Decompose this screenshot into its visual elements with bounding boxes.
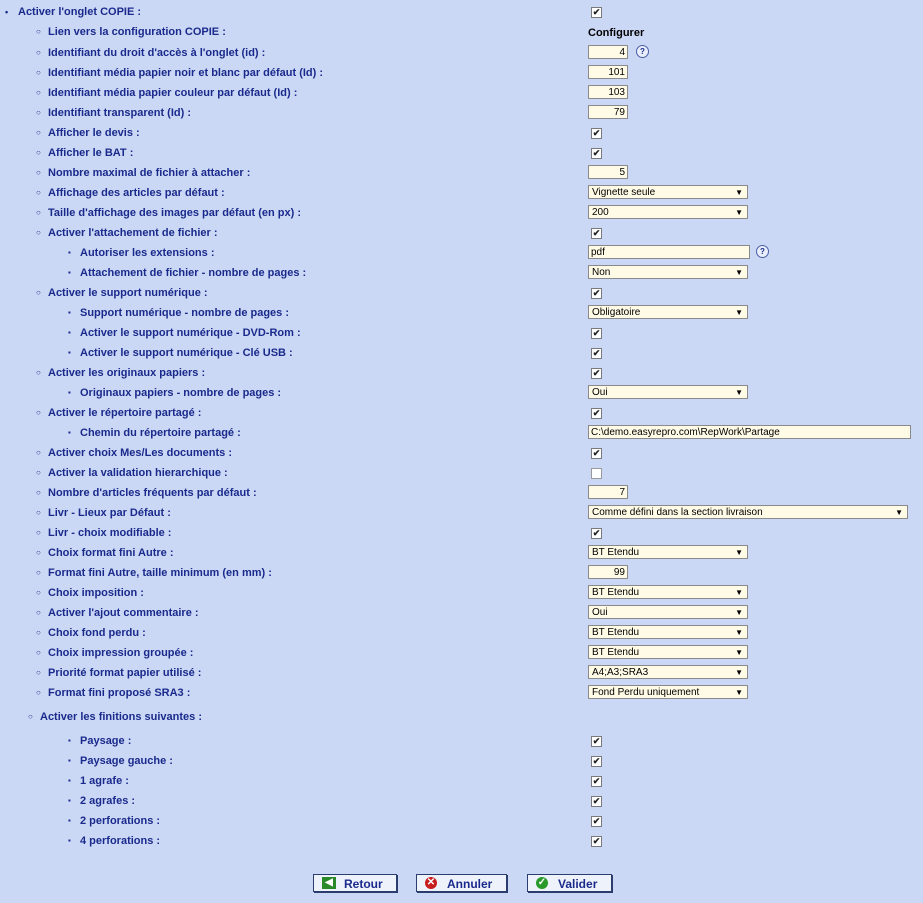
setting-row bbox=[0, 184, 923, 204]
bullet: ○ bbox=[36, 448, 41, 457]
setting-select[interactable] bbox=[588, 265, 748, 279]
chevron-down-icon: ▼ bbox=[735, 628, 743, 637]
setting-control bbox=[588, 4, 602, 18]
setting-label: Afficher le devis : bbox=[48, 127, 140, 139]
setting-label: Support numérique - nombre de pages : bbox=[80, 307, 290, 319]
bullet: ○ bbox=[36, 408, 41, 417]
setting-checkbox[interactable]: ✔ bbox=[592, 228, 601, 238]
setting-control bbox=[588, 125, 602, 139]
chevron-down-icon: ▼ bbox=[735, 608, 743, 617]
setting-row bbox=[0, 384, 923, 404]
setting-label: Paysage gauche : bbox=[80, 755, 173, 767]
bullet: ▪ bbox=[68, 268, 71, 277]
setting-control bbox=[588, 465, 602, 479]
setting-row bbox=[0, 664, 923, 684]
bullet: ○ bbox=[36, 508, 41, 517]
setting-label: Activer choix Mes/Les documents : bbox=[48, 447, 232, 459]
setting-select[interactable] bbox=[588, 665, 748, 679]
bullet: ○ bbox=[36, 468, 41, 477]
setting-label: Afficher le BAT : bbox=[48, 147, 134, 159]
setting-label: Activer le support numérique - DVD-Rom : bbox=[80, 327, 301, 339]
setting-label: 1 agrafe : bbox=[80, 775, 129, 787]
setting-row bbox=[0, 544, 923, 564]
setting-control bbox=[588, 365, 602, 379]
bullet: ○ bbox=[36, 68, 41, 77]
bullet: ○ bbox=[36, 488, 41, 497]
select-value: Oui bbox=[592, 607, 608, 618]
setting-control bbox=[588, 685, 748, 699]
chevron-down-icon: ▼ bbox=[735, 268, 743, 277]
setting-control bbox=[588, 305, 748, 319]
setting-row bbox=[0, 44, 923, 64]
select-value: BT Etendu bbox=[592, 587, 640, 598]
setting-checkbox[interactable]: ✔ bbox=[592, 368, 601, 378]
bullet: ▪ bbox=[68, 248, 71, 257]
setting-control bbox=[588, 833, 602, 847]
setting-row bbox=[0, 732, 923, 752]
setting-label: Activer les originaux papiers : bbox=[48, 367, 206, 379]
setting-label: Livr - Lieux par Défaut : bbox=[48, 507, 171, 519]
setting-control bbox=[588, 605, 748, 619]
setting-checkbox[interactable]: ✔ bbox=[592, 756, 601, 766]
shared-path-input[interactable]: C:\demo.easyrepro.com\RepWork\Partage bbox=[588, 425, 911, 439]
bullet: ○ bbox=[36, 588, 41, 597]
bullet: ○ bbox=[36, 228, 41, 237]
bullet: ○ bbox=[36, 688, 41, 697]
setting-row bbox=[0, 144, 923, 164]
setting-control bbox=[588, 813, 602, 827]
cancel-icon: ✕ bbox=[426, 877, 436, 888]
setting-row bbox=[0, 524, 923, 544]
bullet: ○ bbox=[36, 288, 41, 297]
setting-row bbox=[0, 84, 923, 104]
bullet: ▪ bbox=[68, 348, 71, 357]
bullet: ○ bbox=[36, 148, 41, 157]
setting-row bbox=[0, 424, 923, 444]
setting-label: Paysage : bbox=[80, 735, 132, 747]
select-value: A4;A3;SRA3 bbox=[592, 667, 649, 678]
setting-control bbox=[588, 733, 602, 747]
bullet: ○ bbox=[36, 168, 41, 177]
bullet: • bbox=[5, 7, 9, 17]
setting-select[interactable] bbox=[588, 545, 748, 559]
setting-control bbox=[588, 105, 628, 119]
setting-row bbox=[0, 604, 923, 624]
setting-row bbox=[0, 564, 923, 584]
setting-checkbox[interactable] bbox=[591, 468, 602, 479]
setting-select[interactable] bbox=[588, 385, 748, 399]
setting-number-input[interactable]: 5 bbox=[588, 165, 628, 179]
bullet: ○ bbox=[36, 668, 41, 677]
bullet: ○ bbox=[36, 528, 41, 537]
setting-row bbox=[0, 164, 923, 184]
setting-row bbox=[0, 772, 923, 792]
setting-control bbox=[588, 245, 765, 259]
chevron-down-icon: ▼ bbox=[895, 508, 903, 517]
setting-row bbox=[0, 124, 923, 144]
setting-select[interactable] bbox=[588, 585, 748, 599]
validate-button-label: Valider bbox=[558, 877, 598, 891]
setting-control bbox=[588, 753, 602, 767]
setting-checkbox[interactable]: ✔ bbox=[592, 736, 601, 746]
setting-label: Activer l'onglet COPIE : bbox=[18, 6, 142, 18]
setting-control bbox=[588, 665, 748, 679]
setting-control bbox=[588, 145, 602, 159]
select-value: BT Etendu bbox=[592, 547, 640, 558]
setting-checkbox[interactable]: ✔ bbox=[592, 288, 601, 298]
setting-control bbox=[588, 285, 602, 299]
setting-label: 2 agrafes : bbox=[80, 795, 136, 807]
setting-row bbox=[0, 224, 923, 244]
setting-checkbox[interactable]: ✔ bbox=[592, 836, 601, 846]
setting-control bbox=[588, 225, 602, 239]
setting-control bbox=[588, 525, 602, 539]
bullet: ○ bbox=[36, 648, 41, 657]
select-value: BT Etendu bbox=[592, 627, 640, 638]
setting-label: Nombre maximal de fichier à attacher : bbox=[48, 167, 251, 179]
setting-select[interactable] bbox=[588, 505, 908, 519]
setting-label: Priorité format papier utilisé : bbox=[48, 667, 202, 679]
setting-label: 2 perforations : bbox=[80, 815, 161, 827]
bullet: ▪ bbox=[68, 816, 71, 825]
setting-control bbox=[588, 385, 748, 399]
setting-control bbox=[588, 505, 908, 519]
bullet: ▪ bbox=[68, 328, 71, 337]
setting-label: Taille d'affichage des images par défaut (en px) : bbox=[48, 207, 302, 219]
setting-label: Activer l'attachement de fichier : bbox=[48, 227, 218, 239]
check-circle-icon: ✓ bbox=[537, 877, 547, 888]
setting-control bbox=[588, 45, 645, 59]
setting-row bbox=[0, 64, 923, 84]
setting-checkbox[interactable]: ✔ bbox=[592, 528, 601, 538]
cancel-button-label: Annuler bbox=[447, 877, 493, 891]
setting-control bbox=[588, 325, 602, 339]
setting-row bbox=[0, 3, 923, 23]
setting-select[interactable] bbox=[588, 185, 748, 199]
setting-control bbox=[588, 205, 748, 219]
setting-control bbox=[588, 485, 628, 499]
cancel-button[interactable] bbox=[416, 874, 507, 892]
setting-checkbox[interactable]: ✔ bbox=[592, 328, 601, 338]
help-icon[interactable]: ? bbox=[756, 245, 769, 258]
setting-label: Originaux papiers - nombre de pages : bbox=[80, 387, 282, 399]
setting-control bbox=[588, 625, 748, 639]
bullet: ○ bbox=[36, 628, 41, 637]
setting-row bbox=[0, 324, 923, 344]
setting-label: Choix impression groupée : bbox=[48, 647, 194, 659]
setting-row bbox=[0, 364, 923, 384]
setting-control bbox=[588, 585, 748, 599]
setting-control bbox=[588, 545, 748, 559]
setting-label: Choix fond perdu : bbox=[48, 627, 146, 639]
bullet: ▪ bbox=[68, 756, 71, 765]
bullet: ○ bbox=[36, 88, 41, 97]
setting-row bbox=[0, 752, 923, 772]
setting-select[interactable] bbox=[588, 605, 748, 619]
setting-label: Autoriser les extensions : bbox=[80, 247, 215, 259]
chevron-down-icon: ▼ bbox=[735, 648, 743, 657]
setting-row bbox=[0, 708, 923, 728]
setting-label: Format fini proposé SRA3 : bbox=[48, 687, 191, 699]
select-value: Obligatoire bbox=[592, 307, 641, 318]
setting-row bbox=[0, 644, 923, 664]
configure-link[interactable]: Configurer bbox=[588, 27, 645, 39]
bullet: ○ bbox=[36, 108, 41, 117]
setting-label: Identifiant transparent (Id) : bbox=[48, 107, 191, 119]
setting-label: Format fini Autre, taille minimum (en mm) : bbox=[48, 567, 272, 579]
setting-control bbox=[588, 645, 748, 659]
setting-row bbox=[0, 244, 923, 264]
bullet: ○ bbox=[28, 712, 33, 721]
select-value: Non bbox=[592, 267, 611, 278]
setting-checkbox[interactable]: ✔ bbox=[592, 7, 601, 17]
setting-control bbox=[588, 265, 748, 279]
setting-row bbox=[0, 832, 923, 852]
bullet: ▪ bbox=[68, 428, 71, 437]
setting-row bbox=[0, 792, 923, 812]
setting-label: Activer le répertoire partagé : bbox=[48, 407, 202, 419]
bullet: ▪ bbox=[68, 836, 71, 845]
bullet: ○ bbox=[36, 188, 41, 197]
extensions-input[interactable]: pdf bbox=[588, 245, 750, 259]
setting-checkbox[interactable]: ✔ bbox=[592, 128, 601, 138]
bullet: ○ bbox=[36, 548, 41, 557]
setting-row bbox=[0, 204, 923, 224]
setting-row bbox=[0, 404, 923, 424]
setting-label: Identifiant média papier couleur par défaut (Id) : bbox=[48, 87, 298, 99]
setting-control bbox=[588, 24, 644, 39]
setting-label: Identifiant média papier noir et blanc par défaut (Id) : bbox=[48, 67, 324, 79]
setting-row bbox=[0, 104, 923, 124]
setting-control bbox=[588, 65, 628, 79]
select-value: 200 bbox=[592, 207, 609, 218]
setting-label: Livr - choix modifiable : bbox=[48, 527, 172, 539]
help-icon[interactable]: ? bbox=[636, 45, 649, 58]
setting-label: Activer les finitions suivantes : bbox=[40, 711, 202, 723]
setting-row bbox=[0, 444, 923, 464]
bullet: ○ bbox=[36, 368, 41, 377]
setting-label: Lien vers la configuration COPIE : bbox=[48, 26, 226, 38]
bullet: ▪ bbox=[68, 736, 71, 745]
setting-control bbox=[588, 165, 628, 179]
setting-checkbox[interactable]: ✔ bbox=[592, 348, 601, 358]
setting-label: Nombre d'articles fréquents par défaut : bbox=[48, 487, 257, 499]
chevron-down-icon: ▼ bbox=[735, 188, 743, 197]
back-button[interactable] bbox=[313, 874, 397, 892]
setting-checkbox[interactable]: ✔ bbox=[592, 148, 601, 158]
chevron-down-icon: ▼ bbox=[735, 688, 743, 697]
bullet: ▪ bbox=[68, 388, 71, 397]
setting-label: Choix format fini Autre : bbox=[48, 547, 174, 559]
setting-row bbox=[0, 23, 923, 43]
setting-row bbox=[0, 584, 923, 604]
bullet: ○ bbox=[36, 568, 41, 577]
setting-row bbox=[0, 812, 923, 832]
setting-number-input[interactable]: 99 bbox=[588, 565, 628, 579]
setting-control bbox=[588, 425, 911, 439]
select-value: Comme défini dans la section livraison bbox=[592, 507, 763, 518]
bullet: ○ bbox=[36, 128, 41, 137]
setting-select[interactable] bbox=[588, 685, 748, 699]
bullet: ▪ bbox=[68, 308, 71, 317]
setting-checkbox[interactable]: ✔ bbox=[592, 796, 601, 806]
chevron-down-icon: ▼ bbox=[735, 208, 743, 217]
setting-label: Activer l'ajout commentaire : bbox=[48, 607, 199, 619]
bullet: ▪ bbox=[68, 796, 71, 805]
chevron-down-icon: ▼ bbox=[735, 588, 743, 597]
setting-number-input[interactable]: 4 bbox=[588, 45, 628, 59]
bullet: ○ bbox=[36, 608, 41, 617]
setting-control bbox=[588, 793, 602, 807]
setting-checkbox[interactable]: ✔ bbox=[592, 448, 601, 458]
arrow-left-icon: ◀ bbox=[322, 877, 336, 889]
setting-control bbox=[588, 445, 602, 459]
setting-row bbox=[0, 344, 923, 364]
setting-control bbox=[588, 345, 602, 359]
setting-number-input[interactable]: 101 bbox=[588, 65, 628, 79]
setting-select[interactable] bbox=[588, 645, 748, 659]
bullet: ○ bbox=[36, 208, 41, 217]
setting-label: Identifiant du droit d'accès à l'onglet (id) : bbox=[48, 47, 266, 59]
setting-row bbox=[0, 264, 923, 284]
setting-checkbox[interactable]: ✔ bbox=[592, 816, 601, 826]
setting-label: Activer le support numérique : bbox=[48, 287, 208, 299]
setting-label: Choix imposition : bbox=[48, 587, 144, 599]
setting-control bbox=[588, 405, 602, 419]
select-value: BT Etendu bbox=[592, 647, 640, 658]
select-value: Vignette seule bbox=[592, 187, 656, 198]
setting-number-input[interactable]: 103 bbox=[588, 85, 628, 99]
select-value: Oui bbox=[592, 387, 608, 398]
setting-number-input[interactable]: 79 bbox=[588, 105, 628, 119]
setting-label: 4 perforations : bbox=[80, 835, 161, 847]
setting-row bbox=[0, 624, 923, 644]
setting-row bbox=[0, 484, 923, 504]
setting-checkbox[interactable]: ✔ bbox=[592, 776, 601, 786]
chevron-down-icon: ▼ bbox=[735, 548, 743, 557]
setting-label: Affichage des articles par défaut : bbox=[48, 187, 225, 199]
setting-control bbox=[588, 565, 628, 579]
setting-label: Activer la validation hierarchique : bbox=[48, 467, 228, 479]
validate-button[interactable] bbox=[527, 874, 612, 892]
setting-control bbox=[588, 85, 628, 99]
bullet: ○ bbox=[36, 27, 41, 36]
setting-label: Activer le support numérique - Clé USB : bbox=[80, 347, 293, 359]
chevron-down-icon: ▼ bbox=[735, 668, 743, 677]
setting-select[interactable] bbox=[588, 205, 748, 219]
setting-select[interactable] bbox=[588, 625, 748, 639]
setting-number-input[interactable]: 7 bbox=[588, 485, 628, 499]
select-value: Fond Perdu uniquement bbox=[592, 687, 700, 698]
bullet: ○ bbox=[36, 48, 41, 57]
setting-control bbox=[588, 185, 748, 199]
setting-row bbox=[0, 504, 923, 524]
setting-row bbox=[0, 464, 923, 484]
chevron-down-icon: ▼ bbox=[735, 388, 743, 397]
setting-control bbox=[588, 773, 602, 787]
setting-row bbox=[0, 304, 923, 324]
bullet: ▪ bbox=[68, 776, 71, 785]
chevron-down-icon: ▼ bbox=[735, 308, 743, 317]
setting-label: Chemin du répertoire partagé : bbox=[80, 427, 241, 439]
setting-label: Attachement de fichier - nombre de pages : bbox=[80, 267, 307, 279]
setting-row bbox=[0, 284, 923, 304]
back-button-label: Retour bbox=[344, 877, 383, 891]
setting-checkbox[interactable]: ✔ bbox=[592, 408, 601, 418]
setting-row bbox=[0, 684, 923, 704]
setting-select[interactable] bbox=[588, 305, 748, 319]
